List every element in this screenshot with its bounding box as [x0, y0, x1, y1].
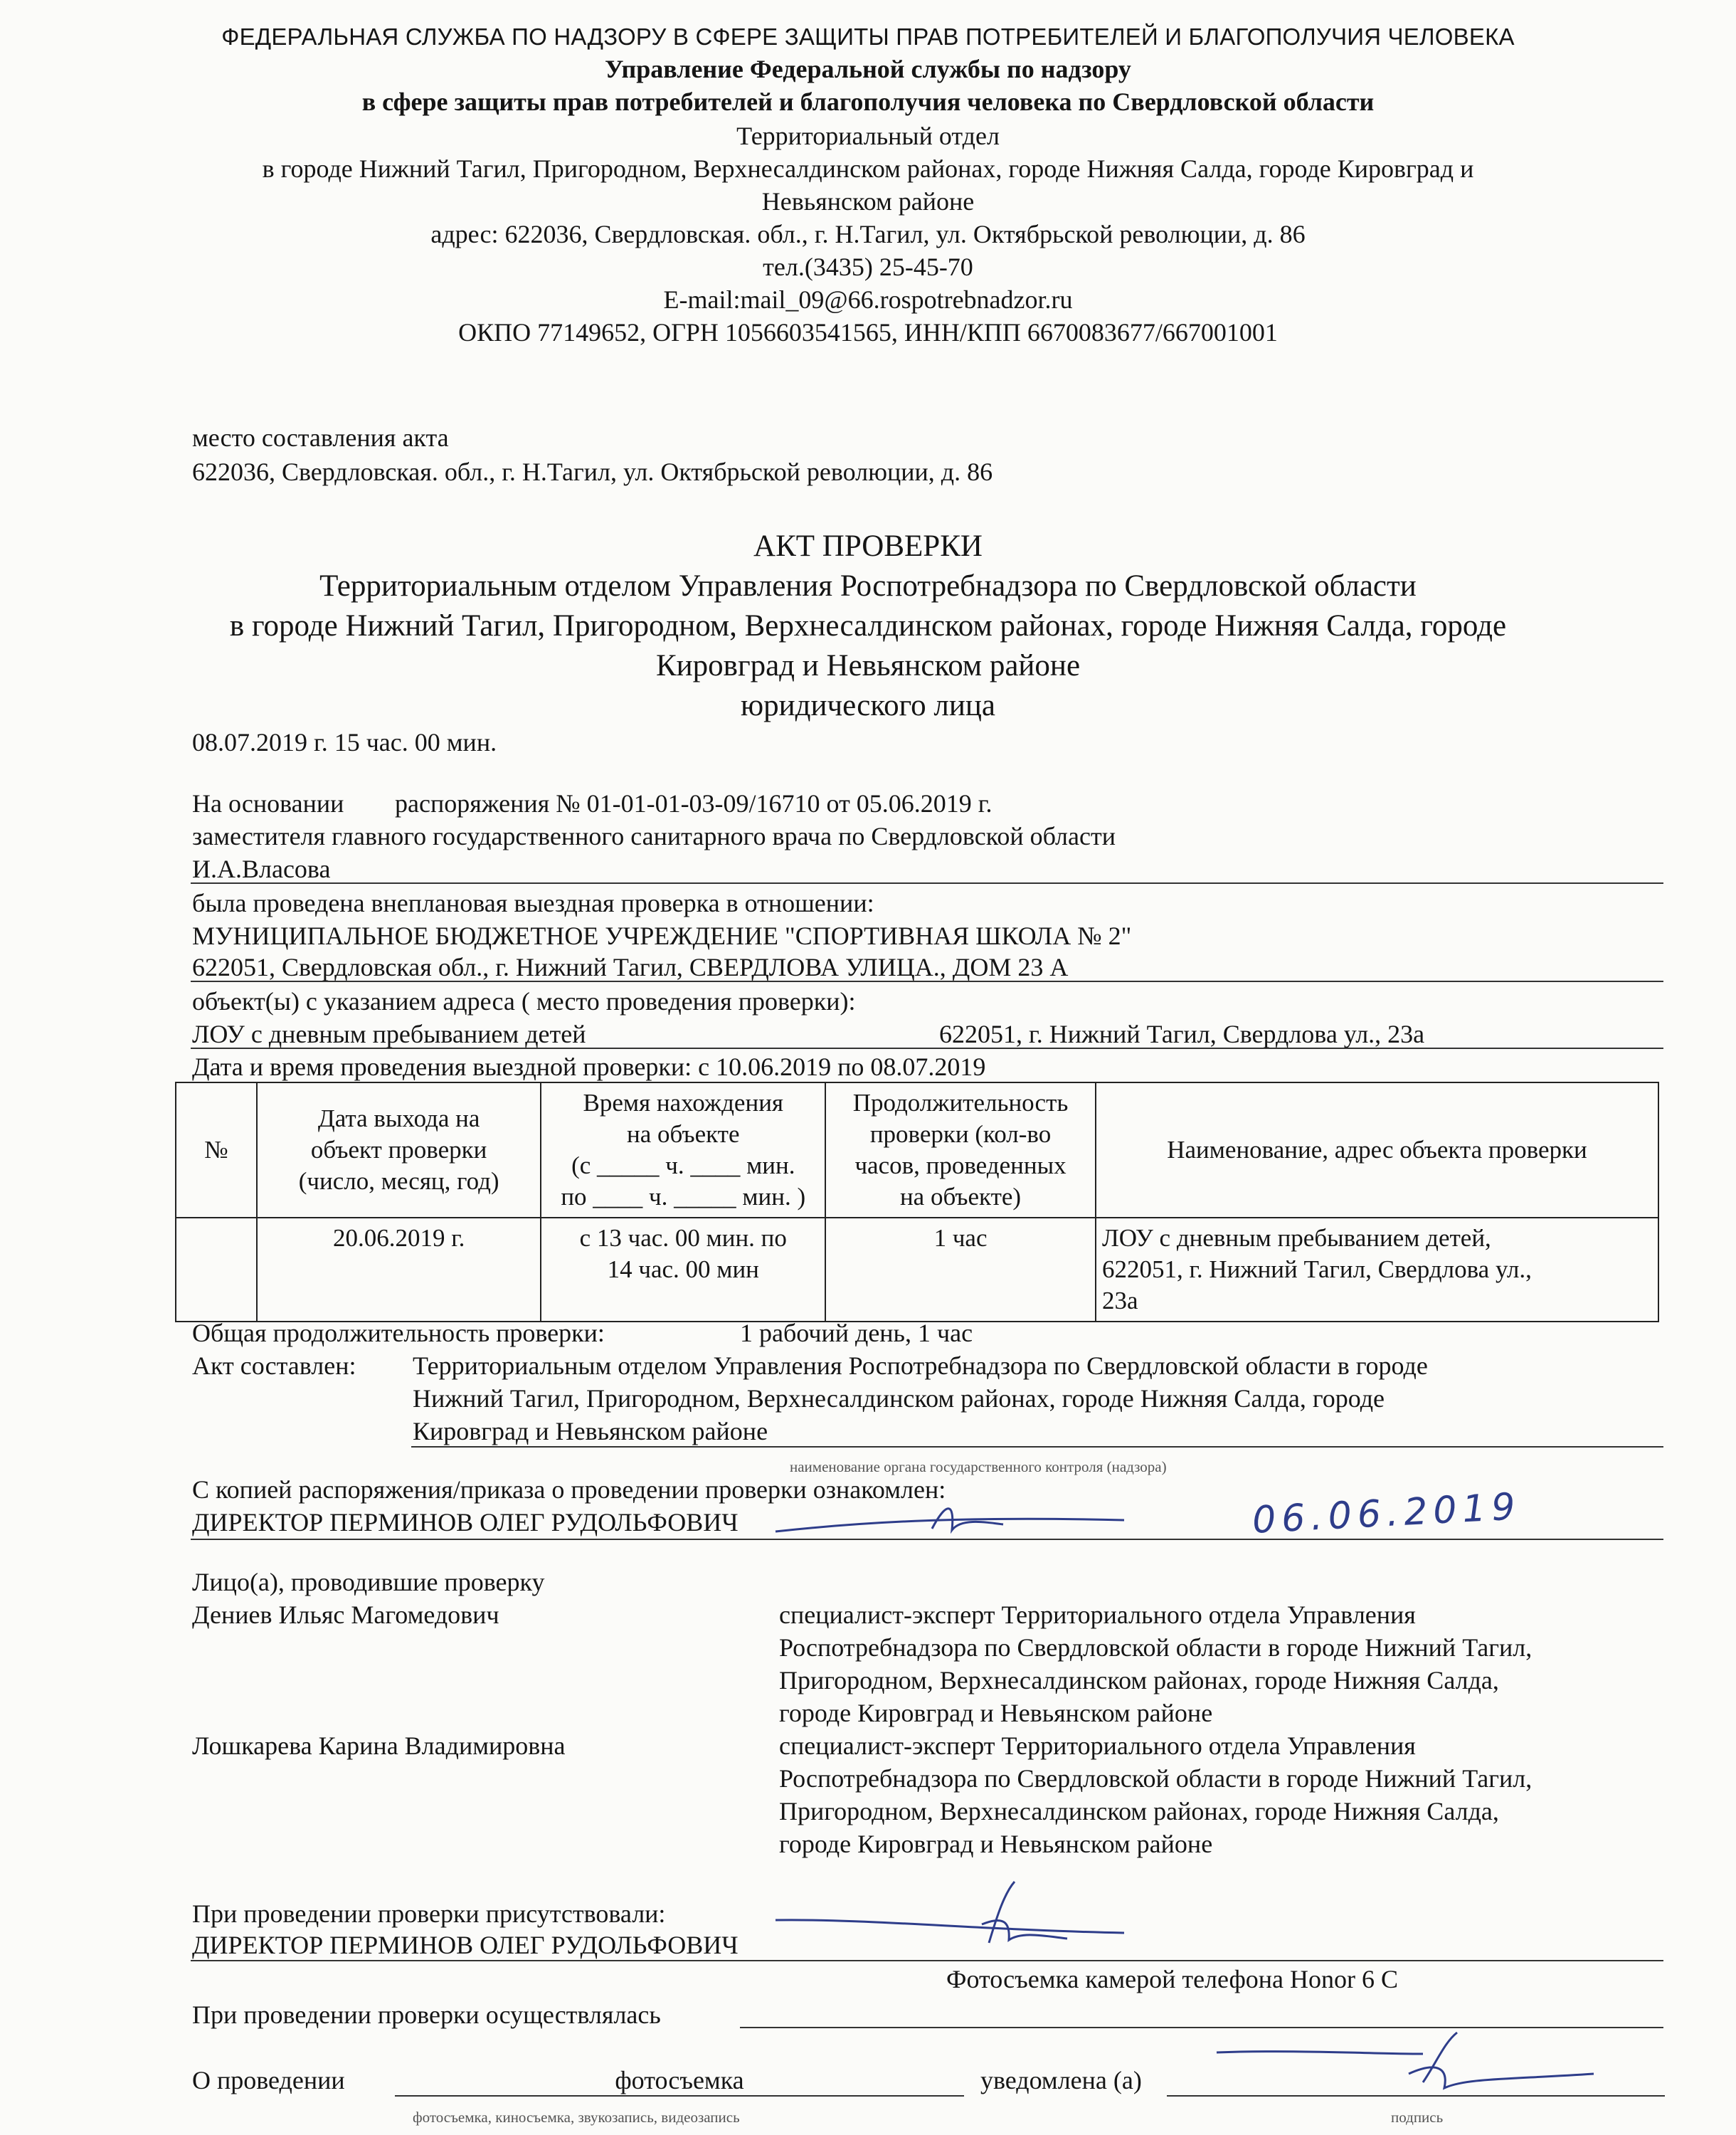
- rule-org: [191, 981, 1663, 982]
- header-address: адрес: 622036, Свердловская. обл., г. Н.Тагил, ул. Октябрьской революции, д. 86: [430, 220, 1306, 248]
- rule-object: [191, 1048, 1663, 1049]
- acquainted-person: ДИРЕКТОР ПЕРМИНОВ ОЛЕГ РУДОЛЬФОВИЧ: [192, 1508, 739, 1536]
- photo-note: Фотосъемка камерой телефона Honor 6 C: [946, 1965, 1399, 1993]
- header-duration: [825, 1082, 1096, 1218]
- signature-acquainted: [768, 1487, 1138, 1559]
- act-datetime: 08.07.2019 г. 15 час. 00 мин.: [192, 728, 497, 757]
- inspection-intro: была проведена внеплановая выездная проверка в отношении:: [192, 889, 874, 917]
- inspection-table: [175, 1082, 1659, 1322]
- notice-value: фотосъемка: [615, 2066, 744, 2094]
- header-phone: тел.(3435) 25-45-70: [763, 253, 973, 281]
- act-subtitle-3: Кировград и Невьянском районе: [655, 649, 1081, 682]
- notice-label: О проведении: [192, 2066, 345, 2094]
- inspector-1-role-line: городе Кировград и Невьянском районе: [779, 1699, 1213, 1727]
- notice-caption-left: фотосъемка, киносъемка, звукозапись, видеозапись: [413, 2109, 740, 2126]
- compiled-caption: наименование органа государственного контроля (надзора): [790, 1458, 1167, 1475]
- act-title: АКТ ПРОВЕРКИ: [753, 529, 983, 563]
- inspector-1-role-line: Пригородном, Верхнесалдинском районах, городе Нижняя Салда,: [779, 1666, 1499, 1694]
- org-name: МУНИЦИПАЛЬНОЕ БЮДЖЕТНОЕ УЧРЕЖДЕНИЕ "СПОРТИВНАЯ ШКОЛА № 2": [192, 922, 1132, 950]
- basis-person: И.А.Власова: [192, 855, 331, 883]
- territorial-line-3: Невьянском районе: [761, 187, 975, 216]
- cell-object: [1096, 1218, 1658, 1322]
- cell-time: [541, 1218, 825, 1322]
- handwritten-date: 06.06.2019: [1251, 1485, 1523, 1542]
- header-email: E-mail:mail_09@66.rospotrebnadzor.ru: [663, 285, 1073, 314]
- inspector-1-role-line: Роспотребнадзора по Свердловской области в городе Нижний Тагил,: [779, 1633, 1533, 1662]
- basis-issuer: заместителя главного государственного санитарного врача по Свердловской области: [192, 822, 1116, 850]
- place-value: 622036, Свердловская. обл., г. Н.Тагил, ул. Октябрьской революции, д. 86: [192, 458, 993, 486]
- header-codes: ОКПО 77149652, ОГРН 1056603541565, ИНН/КПП 6670083677/667001001: [458, 318, 1278, 347]
- rule-compiled: [411, 1446, 1663, 1448]
- cell-date: 20.06.2019 г.: [257, 1218, 541, 1322]
- act-subtitle-1: Территориальным отделом Управления Роспотребнадзора по Свердловской области: [319, 569, 1417, 603]
- compiled-line-2: Нижний Тагил, Пригородном, Верхнесалдинском районах, городе Нижняя Салда, городе: [413, 1384, 1385, 1413]
- header-time-line: по ____ ч. _____ мин. ): [561, 1183, 806, 1211]
- cell-object-line: ЛОУ с дневным пребыванием детей,: [1101, 1224, 1491, 1252]
- cell-duration: 1 час: [825, 1218, 1096, 1322]
- header-date-line: Дата выхода на: [317, 1105, 480, 1132]
- acquainted-label: С копией распоряжения/приказа о проведении проверки ознакомлен:: [192, 1475, 946, 1504]
- basis-label: На основании: [192, 789, 344, 818]
- objects-label: объект(ы) с указанием адреса ( место проведения проверки):: [192, 987, 856, 1016]
- conducted-label: При проведении проверки осуществлялась: [192, 2000, 661, 2029]
- cell-object-line: 622051, г. Нижний Тагил, Свердлова ул.,: [1101, 1255, 1532, 1283]
- header-time-line: (с _____ ч. ____ мин.: [571, 1151, 795, 1179]
- header-duration-line: на объекте): [899, 1183, 1022, 1211]
- notified-label: уведомлена (а): [980, 2066, 1142, 2094]
- header-time: [541, 1082, 825, 1218]
- signature-present: [768, 1879, 1138, 1964]
- inspectors-label: Лицо(а), проводившие проверку: [192, 1568, 545, 1596]
- inspector-2-role-line: Пригородном, Верхнесалдинском районах, городе Нижняя Салда,: [779, 1797, 1499, 1825]
- header-duration-line: проверки (кол-во: [869, 1120, 1052, 1148]
- department-line-1: Управление Федеральной службы по надзору: [605, 55, 1131, 83]
- inspector-2-role-line: специалист-эксперт Территориального отдела Управления: [779, 1731, 1416, 1760]
- total-duration-label: Общая продолжительность проверки:: [192, 1319, 605, 1347]
- org-address: 622051, Свердловская обл., г. Нижний Тагил, СВЕРДЛОВА УЛИЦА., ДОМ 23 А: [192, 953, 1069, 981]
- inspector-2-role-line: городе Кировград и Невьянском районе: [779, 1830, 1213, 1858]
- inspection-period: Дата и время проведения выездной проверки: с 10.06.2019 по 08.07.2019: [192, 1053, 986, 1081]
- header-object: Наименование, адрес объекта проверки: [1096, 1082, 1658, 1218]
- inspector-2-name: Лошкарева Карина Владимировна: [192, 1731, 566, 1760]
- agency-name: ФЕДЕРАЛЬНАЯ СЛУЖБА ПО НАДЗОРУ В СФЕРЕ ЗАЩИТЫ ПРАВ ПОТРЕБИТЕЛЕЙ И БЛАГОПОЛУЧИЯ ЧЕЛОВЕКА: [221, 23, 1515, 50]
- rule-notice: [395, 2095, 964, 2097]
- present-person: ДИРЕКТОР ПЕРМИНОВ ОЛЕГ РУДОЛЬФОВИЧ: [192, 1931, 739, 1959]
- object-address: 622051, г. Нижний Тагил, Свердлова ул., 23а: [939, 1020, 1425, 1048]
- territorial-line-1: Территориальный отдел: [736, 122, 1000, 150]
- cell-time-line: 14 час. 00 мин: [607, 1255, 759, 1283]
- signature-notified: [1210, 2028, 1608, 2099]
- act-subtitle-2: в городе Нижний Тагил, Пригородном, Верхнесалдинском районах, городе Нижняя Салда, городе: [229, 609, 1507, 643]
- header-date-line: объект проверки: [310, 1136, 487, 1164]
- header-num: №: [176, 1082, 257, 1218]
- cell-object-line: 23а: [1101, 1287, 1138, 1314]
- basis-order: распоряжения № 01-01-01-03-09/16710 от 05.06.2019 г.: [395, 789, 993, 818]
- compiled-line-3: Кировград и Невьянском районе: [413, 1417, 768, 1445]
- cell-num: [176, 1218, 257, 1322]
- header-duration-line: часов, проведенных: [854, 1151, 1067, 1179]
- notice-caption-right: подпись: [1391, 2109, 1444, 2126]
- header-date-line: (число, месяц, год): [298, 1167, 499, 1195]
- header-time-line: Время нахождения: [583, 1089, 784, 1117]
- header-time-line: на объекте: [627, 1120, 740, 1148]
- table-header-row: [176, 1082, 1658, 1218]
- inspector-2-role-line: Роспотребнадзора по Свердловской области в городе Нижний Тагил,: [779, 1764, 1533, 1793]
- rule-basis: [191, 882, 1663, 884]
- place-label: место составления акта: [192, 423, 449, 452]
- cell-time-line: с 13 час. 00 мин. по: [579, 1224, 787, 1252]
- total-duration-value: 1 рабочий день, 1 час: [740, 1319, 973, 1347]
- department-line-2: в сфере защиты прав потребителей и благополучия человека по Свердловской области: [361, 88, 1375, 116]
- table-row: [176, 1218, 1658, 1322]
- header-date: [257, 1082, 541, 1218]
- act-subtitle-4: юридического лица: [741, 689, 995, 722]
- compiled-label: Акт составлен:: [192, 1351, 356, 1380]
- inspector-1-role-line: специалист-эксперт Территориального отдела Управления: [779, 1601, 1416, 1629]
- inspector-1-name: Дениев Ильяс Магомедович: [192, 1601, 499, 1629]
- present-label: При проведении проверки присутствовали:: [192, 1899, 666, 1928]
- compiled-line-1: Территориальным отделом Управления Роспотребнадзора по Свердловской области в городе: [413, 1351, 1428, 1380]
- header-duration-line: Продолжительность: [852, 1089, 1069, 1117]
- object-name: ЛОУ с дневным пребыванием детей: [192, 1020, 586, 1048]
- territorial-line-2: в городе Нижний Тагил, Пригородном, Верхнесалдинском районах, городе Нижняя Салда, городе Кировград и: [262, 154, 1474, 183]
